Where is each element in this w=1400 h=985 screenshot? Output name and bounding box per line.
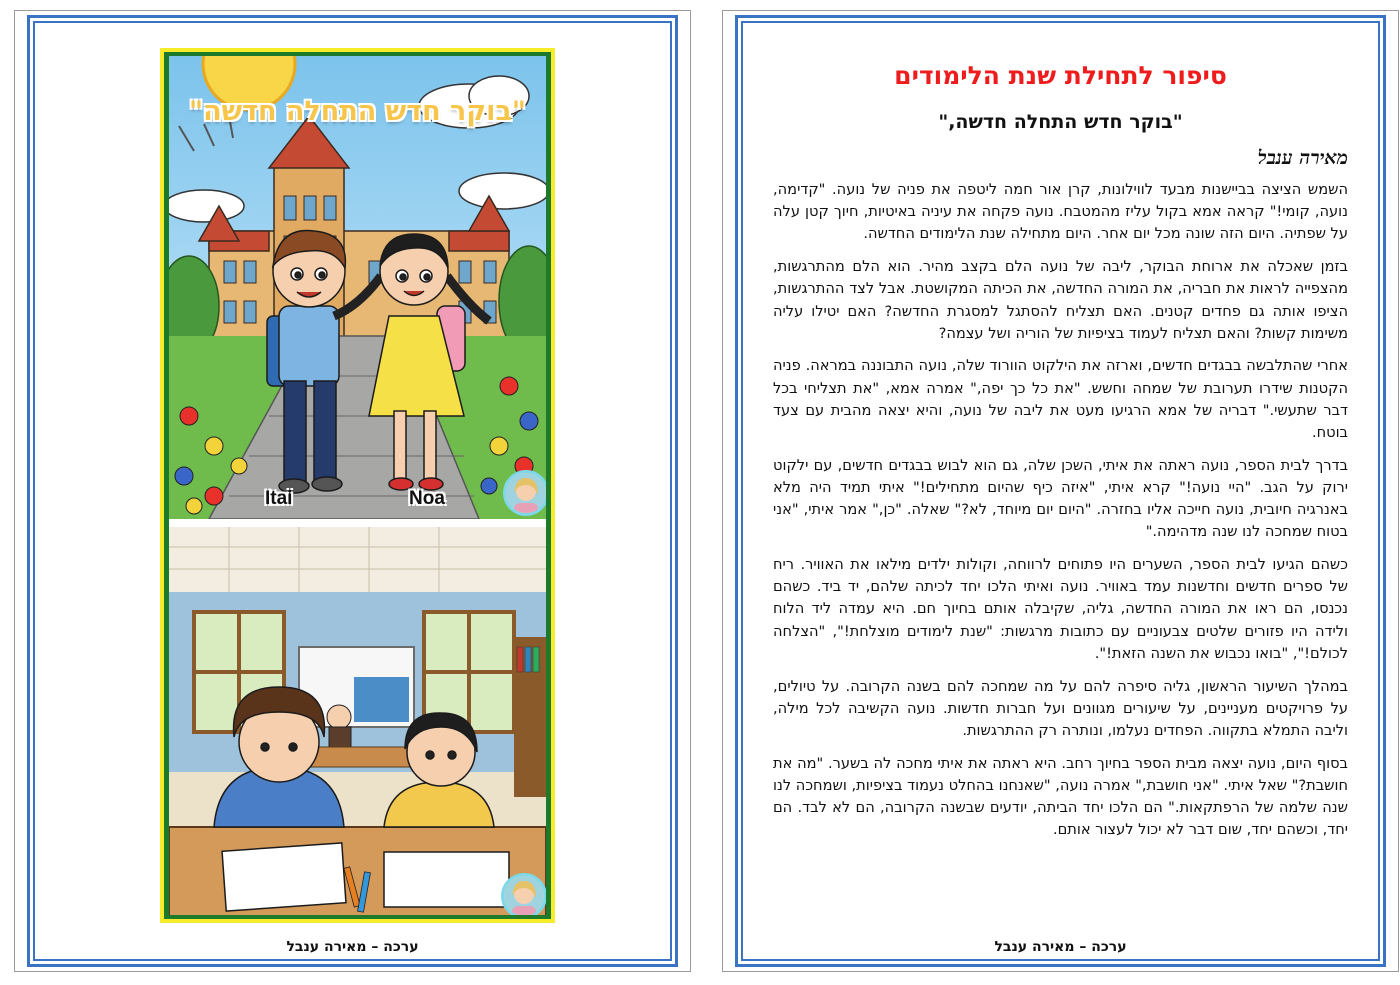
author-avatar-icon [501, 873, 546, 915]
story-paragraph: השמש הציצה בביישנות מבעד לווילונות, קרן אור חמה ליטפה את פניה של נועה. "קדימה, נועה, קומי!" קראה אמא בקול עליז מהמטבח. נועה פקחה את עיניה באיטיות, חיוך קטן עלה על שפתיה. היום הזה שונה מכל יום אחר. היום מתחילה שנת הלימודים החדשה. [773, 181, 1348, 243]
school-morning-scene [169, 56, 546, 519]
story-body [773, 179, 1348, 852]
kid-label-girl: Noa [409, 488, 445, 509]
author-avatar-icon [503, 470, 546, 516]
left-page [14, 10, 691, 972]
right-page [722, 10, 1399, 972]
story-author: מאירה ענבל [1257, 147, 1348, 169]
story-subtitle: "בוקר חדש התחלה חדשה," [938, 111, 1183, 133]
page-footer: ערכה – מאירה ענבל [286, 939, 419, 955]
story-paragraph: במהלך השיעור הראשון, גליה סיפרה להם על מה שמחכה להם בשנה הקרובה. על טיולים, על פרויקטים מעניינים, על שיעורים מגוונים ועל חברות חדשות. נועה הקשיבה לכל מילה, וליבה התמלא בתקווה. הפחדים נעלמו, ונותרה רק ההתרגשות. [773, 677, 1348, 739]
story-paragraph: כשהם הגיעו לבית הספר, השערים היו פתוחים לרווחה, וקולות ילדים מילאו את האוויר. ריח של ספרים חדשים וחדשנות עמד באוויר. נועה ואיתי הלכו יחד לכיתה שלהם, יד ביד. כשהם נכנסו, הם ראו את המורה החדשה, גליה, שקיבלה אותם בחיוך חם. היא עמדה ליד הלוח ולידה היו פזורים שלטים צבעוניים עם כתובות מרגשות: "שנת לימודים מוצלחת!", "הצלחה לכולם!", "בואו נכבוש את השנה הזאת!". [773, 556, 1348, 662]
story-paragraph: בזמן שאכלה את ארוחת הבוקר, ליבה של נועה הלם בקצב מהיר. הוא הלם מהתרגשות, מהצפייה לראות את חבריה, את המורה החדשה, את הכיתה המקושטת. אבל לצד ההתרגשות, הציפו אותה גם פחדים קטנים. האם תצליח להסתגל למסגרת החדשה? האם יטילו עליה משימות קשות? והאם תצליח לעמוד בציפיות של הוריה ושל עצמה? [773, 258, 1348, 342]
story-paragraph: בסוף היום, נועה יצאה מבית הספר בחיוך רחב. היא ראתה את איתי מחכה לה בשער. "מה את חושבת?" שאל איתי. "אני חושבת," אמרה נועה, "שאנחנו בהחלט נעמוד בציפיות, ושמחכה לנו שנה שלמה של הרפתקאות." הם הלכו יחד הביתה, יודעים שבשנה הקרובה, הם לא לבד. הם יחד, וכשהם יחד, שום דבר לא יכול לעצור אותם. [773, 754, 1348, 839]
cover-illustration [160, 48, 555, 923]
kid-label-boy: Itai [265, 488, 293, 509]
story-title: סיפור לתחילת שנת הלימודים [894, 61, 1227, 90]
story-paragraph: אחרי שהתלבשה בבגדים חדשים, וארזה את הילקוט הוורוד שלה, נועה התבוננה במראה. פניה הקטנות שידרו תערובת של שמחה וחשש. "את כל כך יפה," אמרה אמא, "את תצליחי בכל דבר שתעשי." דבריה של אמא הרגיעו מעט את ליבה של נועה, והיא יצאה מהבית עם צעד בוטח. [773, 357, 1348, 442]
classroom-scene [169, 527, 546, 915]
page-footer: ערכה – מאירה ענבל [994, 939, 1127, 955]
cover-title: "בוקר חדש התחלה חדשה" [189, 96, 526, 127]
story-paragraph: בדרך לבית הספר, נועה ראתה את איתי, השכן שלה, גם הוא לבוש בבגדים חדשים, עם ילקוט ירוק על הגב. "היי נועה!" קרא איתי, "איזה כיף שהיום מתחילים!" איתי תמיד היה מלא באנרגיה חיובית, נועה חייכה אליו בחזרה. "היום יום מיוחד, לא?" שאלה. "כן," אמר איתי, "אני בטוח שמחכה לנו שנה מדהימה." [773, 456, 1348, 541]
